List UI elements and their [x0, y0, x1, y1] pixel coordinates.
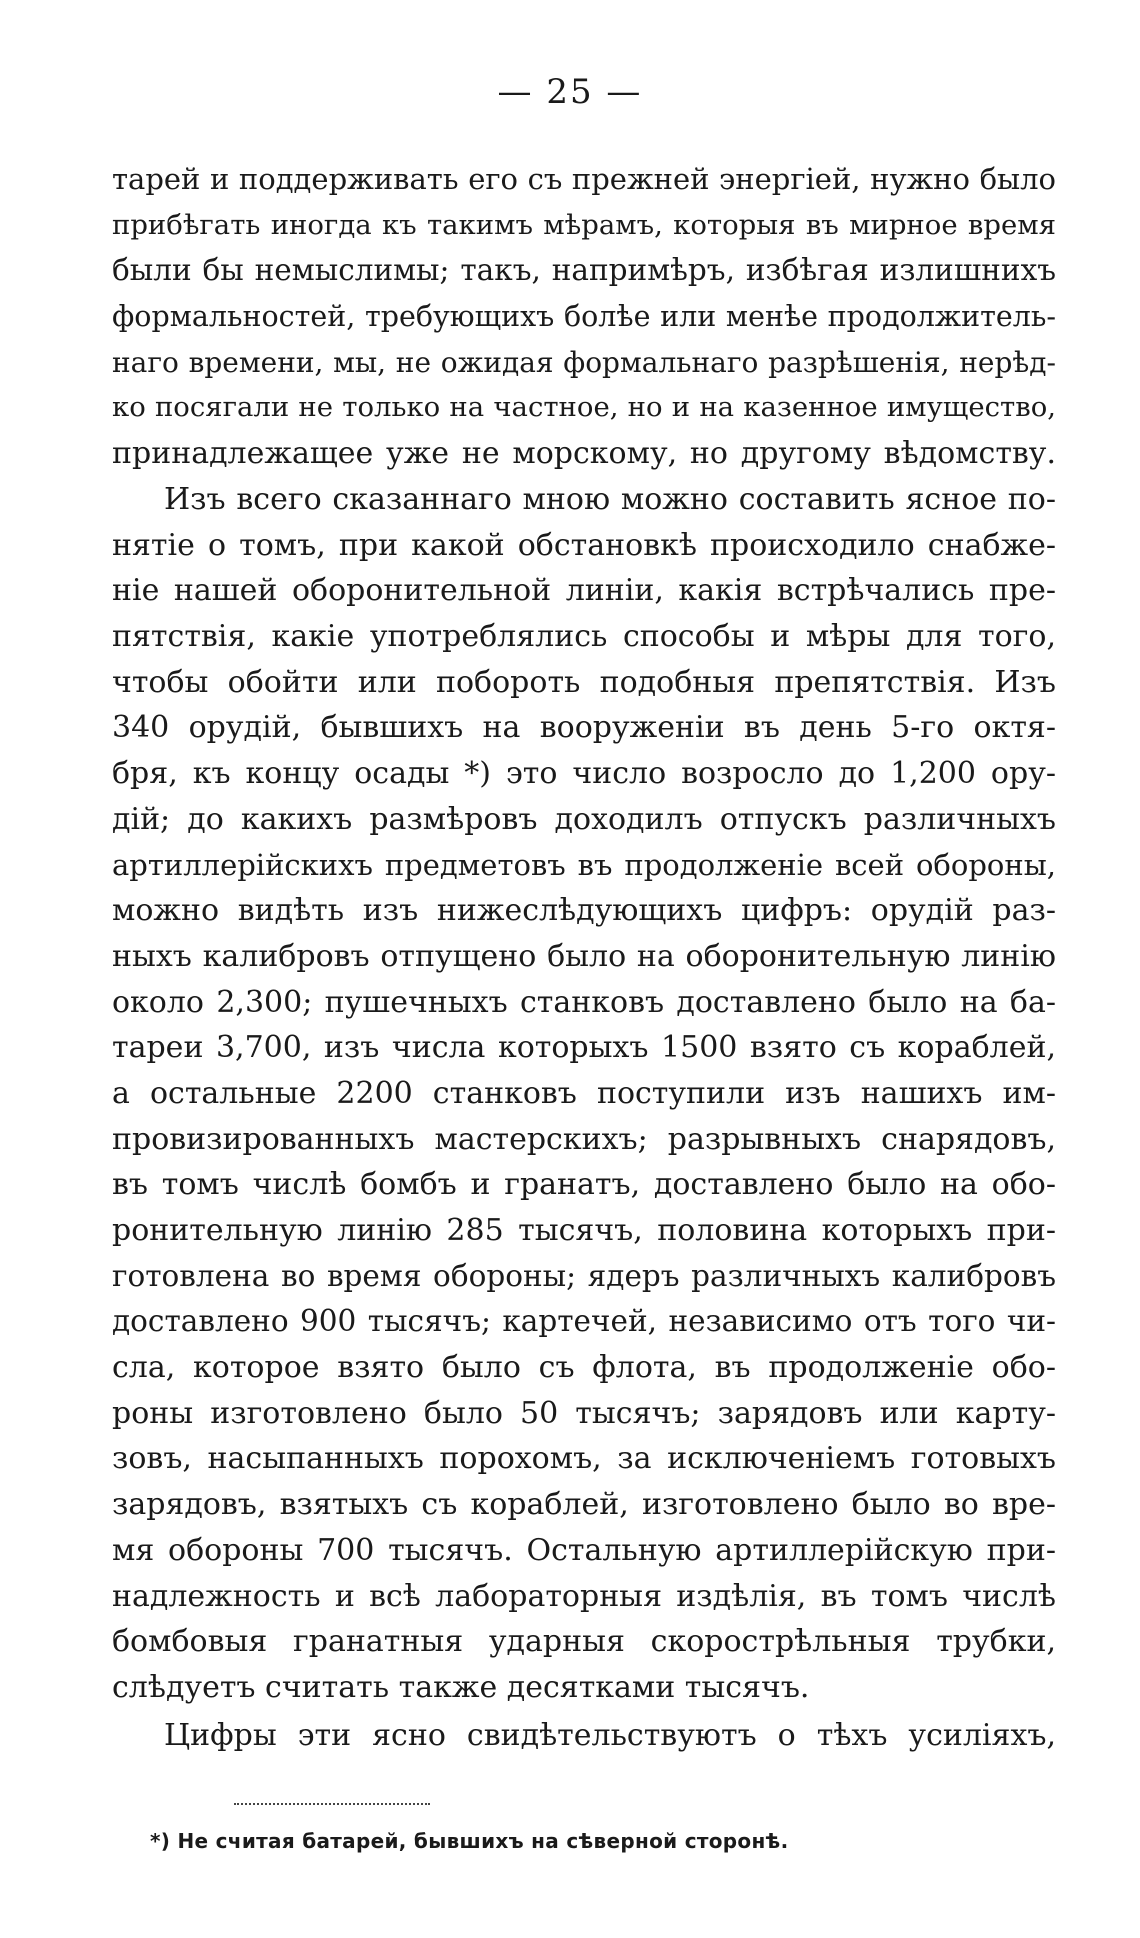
text-line: зовъ, насыпанныхъ порохомъ, за исключеніемъ готовыхъ [112, 1441, 1056, 1477]
paragraph-3 [112, 1713, 1056, 1759]
text-line: Изъ всего сказаннаго мною можно составить ясное по- [164, 482, 1056, 517]
text-line: были бы немыслимы; такъ, напримѣръ, избѣгая излишнихъ [112, 253, 1056, 288]
text-line: артиллерійскихъ предметовъ въ продолженіе всей обороны, [112, 847, 1056, 882]
text-line: надлежность и всѣ лабораторныя издѣлія, въ томъ числѣ [112, 1578, 1056, 1614]
text-line: готовлена во время обороны; ядеръ различныхъ калибровъ [112, 1258, 1056, 1293]
text-line: наго времени, мы, не ожидая формальнаго разрѣшенія, нерѣд- [112, 345, 1056, 379]
footnote: *) Не считая батарей, бывшихъ на сѣверной сторонѣ. [150, 1829, 789, 1853]
text-line: 340 орудій, бывшихъ на вооруженіи въ день 5-го октя- [112, 710, 1056, 746]
text-line: въ томъ числѣ бомбъ и гранатъ, доставлено было на обо- [112, 1167, 1056, 1203]
text-line: Цифры эти ясно свидѣтельствуютъ о тѣхъ усиліяхъ, [164, 1718, 1056, 1753]
paragraph-2 [112, 477, 1056, 1711]
text-line: принадлежащее уже не морскому, но другому вѣдомству. [112, 436, 1056, 472]
text-line: ронительную линію 285 тысячъ, половина которыхъ при- [112, 1213, 1056, 1248]
text-line: слѣдуетъ считать также десятками тысячъ. [112, 1669, 810, 1705]
text-line: тарей и поддерживать его съ прежней энергіей, нужно было [112, 162, 1056, 196]
text-line: ныхъ калибровъ отпущено было на оборонительную линію [112, 938, 1056, 974]
text-line: ніе нашей оборонительной линіи, какія встрѣчались пре- [112, 573, 1056, 609]
text-line: около 2,300; пушечныхъ станковъ доставлено было на ба- [112, 984, 1056, 1020]
text-line: провизированныхъ мастерскихъ; разрывныхъ снарядовъ, [112, 1121, 1056, 1157]
footnote-divider [234, 1803, 430, 1805]
text-line: чтобы обойти или побороть подобныя препятствія. Изъ [112, 664, 1056, 700]
text-line: формальностей, требующихъ болѣе или менѣе продолжитель- [112, 300, 1056, 334]
text-line: сла, которое взято было съ флота, въ продолженіе обо- [112, 1350, 1056, 1386]
text-line: нятіе о томъ, при какой обстановкѣ происходило снабже- [112, 527, 1056, 563]
text-line: дій; до какихъ размѣровъ доходилъ отпускъ различныхъ [112, 801, 1056, 837]
text-line: бомбовыя гранатныя ударныя скорострѣльныя трубки, [112, 1624, 1056, 1660]
paragraph-1 [112, 157, 1056, 477]
text-line: прибѣгать иногда къ такимъ мѣрамъ, которыя въ мирное время [112, 208, 1056, 241]
text-line: ко посягали не только на частное, но и на казенное имущество, [112, 391, 1056, 424]
text-line: доставлено 900 тысячъ; картечей, независимо отъ того чи- [112, 1304, 1056, 1339]
text-line: зарядовъ, взятыхъ съ кораблей, изготовлено было во вре- [112, 1487, 1056, 1523]
text-line: тареи 3,700, изъ числа которыхъ 1500 взято съ кораблей, [112, 1030, 1056, 1066]
text-line: бря, къ концу осады *) это число возросло до 1,200 ору- [112, 756, 1056, 792]
page-number: — 25 — [497, 72, 643, 112]
text-line: роны изготовлено было 50 тысячъ; зарядовъ или карту- [112, 1395, 1056, 1431]
text-line: а остальные 2200 станковъ поступили изъ нашихъ им- [112, 1075, 1056, 1111]
text-line: пятствія, какіе употреблялись способы и мѣры для того, [112, 619, 1056, 655]
text-line: мя обороны 700 тысячъ. Остальную артиллерійскую при- [112, 1532, 1056, 1568]
text-line: можно видѣть изъ нижеслѣдующихъ цифръ: орудій раз- [112, 893, 1056, 929]
